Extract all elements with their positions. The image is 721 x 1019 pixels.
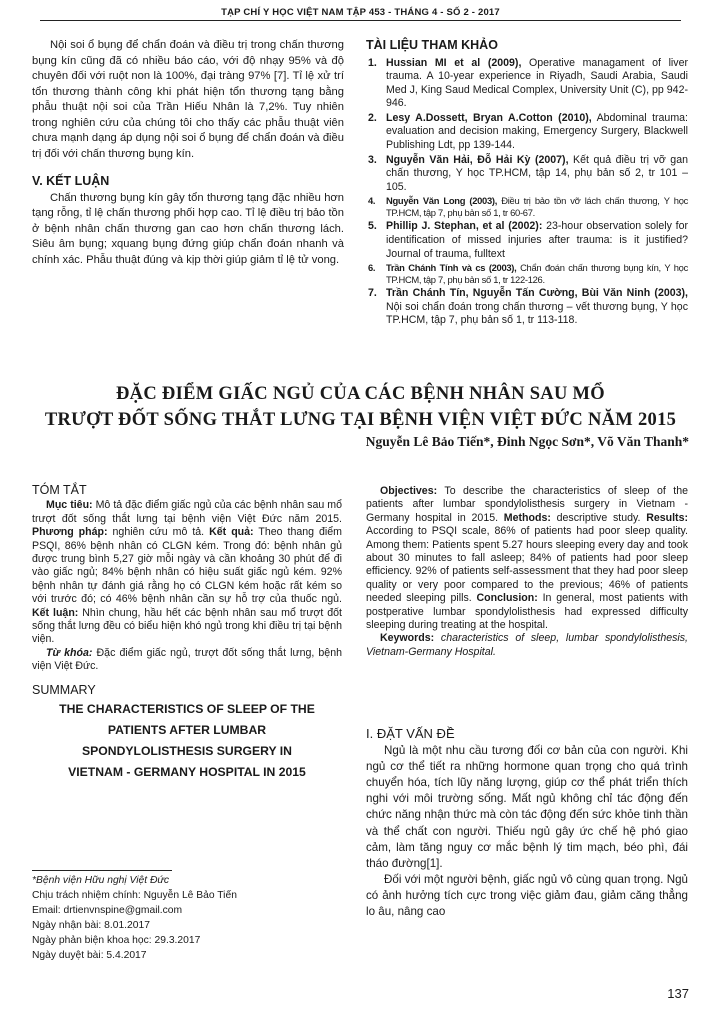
reference-item: 4. Nguyễn Văn Long (2003), Điều trị bảo tồn vỡ lách chấn thương, Y học TP.HCM, tập 7, phụ bản số 1, tr 60-67.	[368, 195, 688, 219]
article-title	[30, 381, 691, 433]
footnote-accepted: Ngày duyệt bài: 5.4.2017	[32, 950, 147, 961]
summary-heading: SUMMARY	[32, 682, 96, 697]
article-title-line-2: TRƯỢT ĐỐT SỐNG THẮT LƯNG TẠI BỆNH VIỆN VIỆT ĐỨC NĂM 2015	[44, 410, 677, 430]
english-keywords: Keywords: characteristics of sleep, lumbar spondylolisthesis, Vietnam-Germany Hospital.	[366, 632, 688, 658]
reference-item: 6. Trần Chánh Tính và cs (2003), Chẩn đoán chấn thương bụng kín, Y học TP.HCM, tập 7, phụ bản số 1, tr 122-126.	[368, 262, 688, 286]
footnote-affiliation: *Bệnh viện Hữu nghị Việt Đức	[32, 875, 170, 886]
reference-item: 7. Trần Chánh Tín, Nguyễn Tấn Cường, Bùi Văn Ninh (2003), Nội soi chẩn đoán trong chấn thương – vết thương bụng, Y học TP.HCM, tập 7, phụ bản số 1, tr 113-118.	[368, 287, 688, 327]
english-abstract	[366, 485, 688, 659]
footnote-email: Email: drtienvnspine@gmail.com	[32, 905, 183, 916]
discussion-paragraph: Nội soi ổ bụng để chẩn đoán và điều trị trong chấn thương bụng kín cũng đã có nhiều báo cáo, với độ nhạy 95% và độ chuyên đối với ruột non là 100%, đại tràng 97% [7]. Tỉ lệ xử trí tổn thương thành công khi phát hiện tổn thương tạng bằng phẫu thuật nội soi của Trần Hiếu Nhân là 7,2%. Tuy nhiên trong nghiên cứu của chúng tôi cho thấy các phẫu thuật viên chưa mạnh dạng áp dụng nội soi ổ bụng để chẩn đoán và điều trị đối với chấn thương bụng kín.	[32, 39, 344, 160]
references-section	[366, 38, 688, 329]
abstract-keywords: Từ khóa: Đặc điểm giấc ngủ, trượt đốt sống thắt lưng, bệnh viện Việt Đức.	[32, 646, 342, 673]
abstract-body: Mục tiêu: Mô tả đặc điểm giấc ngủ của các bệnh nhân sau mổ trượt đốt sống thắt lưng tại bệnh viện Việt Đức năm 2015. Phương pháp: nghiên cứu mô tả. Kết quả: Theo thang điểm PSQI, 86% bệnh nhân có CLGN kém. Trong đó: bệnh nhân gủ được trung bình 5,27 giờ mỗi ngày và cần khoảng 30 phút để đi vào giấc ngủ; 84% bệnh nhân có hiệu suất giấc ngủ kém. 92% bệnh nhân tự đánh giá rằng họ có CLGN kém hoặc rất kém so với trước đó; có 46% bệnh nhân cần sự hỗ trợ của thuốc ngủ. Kết luận: Nhìn chung, hầu hết các bệnh nhân sau mổ trượt đốt sống thắt lưng đều có biểu hiện khó ngủ trong khi điều trị tại bệnh viện.	[32, 499, 342, 646]
reference-item: 2. Lesy A.Dossett, Bryan A.Cotton (2010), Abdominal trauma: evaluation and decision making, Emergency Surgery, Blackwell Publishing Ldt, pp 139-144.	[368, 111, 688, 152]
references-heading: TÀI LIỆU THAM KHẢO	[366, 38, 498, 52]
introduction-paragraph-2: Đối với một người bệnh, giấc ngủ vô cùng quan trọng. Ngủ có ảnh hưởng tích cực trong việc giảm đau, giảm căng thẳng lo âu, nâng cao	[366, 872, 688, 919]
footnote-responsible: Chịu trách nhiệm chính: Nguyễn Lê Bảo Tiến	[32, 890, 237, 901]
introduction-section	[366, 726, 688, 920]
footnote-received: Ngày nhận bài: 8.01.2017	[32, 920, 150, 931]
conclusion-paragraph: Chấn thương bụng kín gây tổn thương tạng đặc nhiều hơn tạng rỗng, tỉ lệ chấn thương phối hợp cao. Tỉ lệ điều trị bảo tồn ở bệnh nhân chấn thương gan cao hơn chấn thương lách. Siêu âm bụng; xquang bụng đứng giúp chẩn đoán nhanh và chính xác. Phẫu thuật đúng và kịp thời giúp giảm tỉ lệ tử vong.	[32, 191, 344, 266]
reference-item: 1. Hussian MI et al (2009), Operative managament of liver trauma. A 10-year experience in Riyadh, Saudi Arabia, Saudi Med J, King Saud Medical Complex, University Unit (C), pp 942-946.	[368, 56, 688, 110]
left-top-column	[32, 38, 344, 268]
summary-title: THE CHARACTERISTICS OF SLEEP OF THE PATIENTS AFTER LUMBAR SPONDYLOLISTHESIS SURGERY IN VIETNAM - GERMANY HOSPITAL IN 2015	[59, 702, 315, 780]
reference-item: 5. Phillip J. Stephan, et al (2002): 23-hour observation solely for identification of missed injuries after trauma: is it justified? Journal of trauma, fulltext	[368, 220, 688, 260]
journal-header: TẠP CHÍ Y HỌC VIỆT NAM TẬP 453 - THÁNG 4 - SỐ 2 - 2017	[40, 7, 681, 21]
english-abstract-body: Objectives: To describe the characteristics of sleep of the patients after lumbar spondylolisthesis surgery in Vietnam - Germany hospital in 2015. Methods: descriptive study. Results: According to PSQI scale, 86% of patients had poor sleep quality. Among them: Patients spent 5.27 hours sleeping every day and took about 30 minutes to fall asleep; 84% of patients had poor sleep efficiency. 92% of patients self-assessment that they had poor sleep quality or very poor compared to the previous; 46% of patients needed sleeping pills. Conclusion: In general, most patients with postperative lumbar spondylolisthesis had expressed difficulty sleeping during treating at the hospital.	[366, 485, 688, 632]
article-title-line-1: ĐẶC ĐIỂM GIẤC NGỦ CỦA CÁC BỆNH NHÂN SAU MỔ	[116, 384, 605, 404]
footnote-rule	[32, 870, 172, 871]
references-list	[366, 57, 688, 329]
abstract-heading: TÓM TẮT	[32, 483, 87, 497]
page-number: 137	[667, 986, 689, 1001]
vietnamese-abstract	[32, 484, 342, 783]
footnote-reviewed: Ngày phản biện khoa học: 29.3.2017	[32, 935, 201, 946]
introduction-paragraph-1: Ngủ là một nhu cầu tương đối cơ bản của con người. Khi ngủ cơ thể tiết ra những hormone quan trọng cho quá trình chuyển hóa, tích lũy năng lượng, giúp cơ thể phát triển thích nghi với môi trường sống. Mất ngủ không chỉ tác động đến chức năng nhận thức mà còn tác động đến sức khỏe tinh thần và thể chất con người. Thiếu ngủ gây ức chế hệ phó giao cảm, làm tăng nguy cơ mắc bệnh lý tim mạch, béo phì, đái tháo đường[1].	[366, 744, 688, 870]
author-footnote	[32, 870, 342, 963]
conclusion-heading: V. KẾT LUẬN	[32, 174, 110, 188]
introduction-heading: I. ĐẶT VẤN ĐỀ	[366, 726, 455, 741]
article-authors: Nguyễn Lê Bảo Tiến*, Đinh Ngọc Sơn*, Võ Văn Thanh*	[365, 434, 689, 449]
reference-item: 3. Nguyễn Văn Hải, Đỗ Hải Kỳ (2007), Kết quả điều trị vỡ gan chấn thương, Y học TP.HCM, tập 14, phụ bản số 2, tr 101 – 105.	[368, 153, 688, 193]
